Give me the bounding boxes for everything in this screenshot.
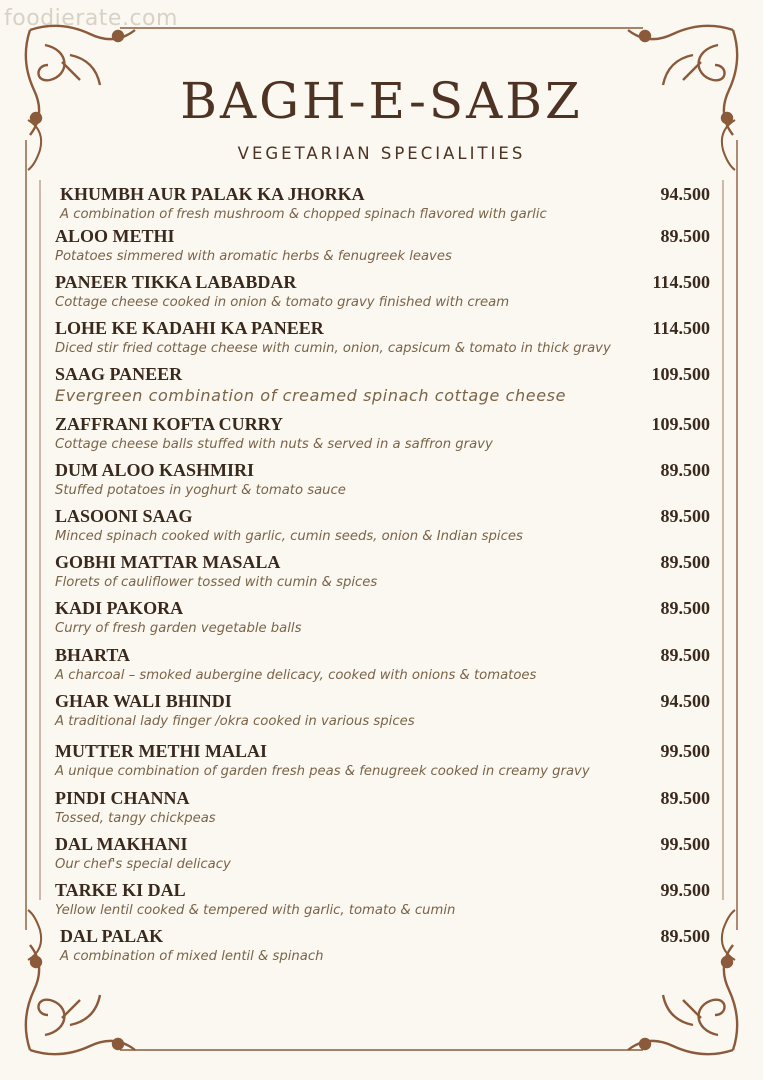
menu-item-price: 109.500 <box>651 364 710 384</box>
menu-item-name: SAAG PANEER <box>55 364 183 384</box>
menu-item-price: 89.500 <box>660 598 710 618</box>
menu-item-description: Tossed, tangy chickpeas <box>55 811 216 826</box>
menu-item-name: KADI PAKORA <box>55 598 184 618</box>
menu-item-description: Evergreen combination of creamed spinach cottage cheese <box>55 386 567 405</box>
menu-item-description: Stuffed potatoes in yoghurt & tomato sauce <box>55 483 346 498</box>
menu-item <box>55 833 710 873</box>
menu-item-name: BHARTA <box>55 645 131 665</box>
menu-item-description: A combination of mixed lentil & spinach <box>60 949 324 964</box>
menu-item-price: 99.500 <box>660 880 710 900</box>
menu-item <box>55 363 710 406</box>
menu-item <box>55 644 710 684</box>
menu-item-name: TARKE KI DAL <box>55 880 186 900</box>
menu-item-name: KHUMBH AUR PALAK KA JHORKA <box>60 184 365 204</box>
menu-item <box>55 551 710 591</box>
menu-item-price: 99.500 <box>660 741 710 761</box>
menu-item-description: A unique combination of garden fresh peas & fenugreek cooked in creamy gravy <box>55 764 590 779</box>
menu-item-name: GOBHI MATTAR MASALA <box>55 552 281 572</box>
menu-item-name: PINDI CHANNA <box>55 788 190 808</box>
menu-item <box>55 271 710 311</box>
menu-item <box>55 413 710 453</box>
menu-item-description: A combination of fresh mushroom & chopped spinach flavored with garlic <box>60 207 547 222</box>
menu-item <box>55 690 710 730</box>
menu-item-description: Curry of fresh garden vegetable balls <box>55 621 302 636</box>
menu-item-price: 114.500 <box>652 318 710 338</box>
menu-item-price: 89.500 <box>660 460 710 480</box>
menu-item-price: 89.500 <box>660 926 710 946</box>
menu-item-price: 89.500 <box>660 506 710 526</box>
menu-item-name: ZAFFRANI KOFTA CURRY <box>55 414 284 434</box>
menu-item-name: DUM ALOO KASHMIRI <box>55 460 255 480</box>
menu-item <box>55 879 710 919</box>
menu-item-description: Our chef's special delicacy <box>55 857 231 872</box>
menu-item-description: Diced stir fried cottage cheese with cumin, onion, capsicum & tomato in thick gravy <box>55 341 611 356</box>
menu-item-description: Potatoes simmered with aromatic herbs & fenugreek leaves <box>55 249 452 264</box>
menu-item-name: DAL MAKHANI <box>55 834 188 854</box>
menu-item-name: MUTTER METHI MALAI <box>55 741 268 761</box>
menu-item-description: Cottage cheese cooked in onion & tomato gravy finished with cream <box>55 295 510 310</box>
menu-item <box>55 787 710 827</box>
watermark: foodierate.com <box>4 6 178 31</box>
menu-item <box>55 597 710 637</box>
menu-item <box>60 183 710 223</box>
menu-item <box>60 925 710 965</box>
menu-item-price: 89.500 <box>660 788 710 808</box>
menu-item-name: DAL PALAK <box>60 926 164 946</box>
menu-item-price: 94.500 <box>660 691 710 711</box>
menu-item-price: 89.500 <box>660 226 710 246</box>
menu-item-description: A traditional lady finger /okra cooked in various spices <box>55 714 415 729</box>
menu-item-description: Cottage cheese balls stuffed with nuts & served in a saffron gravy <box>55 437 493 452</box>
menu-item-description: A charcoal – smoked aubergine delicacy, cooked with onions & tomatoes <box>55 668 537 683</box>
menu-item <box>55 317 710 357</box>
menu-item-price: 89.500 <box>660 645 710 665</box>
menu-item-name: PANEER TIKKA LABABDAR <box>55 272 297 292</box>
menu-item <box>55 740 710 780</box>
menu-item <box>55 505 710 545</box>
menu-item-description: Florets of cauliflower tossed with cumin & spices <box>55 575 378 590</box>
menu-item <box>55 225 710 265</box>
menu-item-price: 114.500 <box>652 272 710 292</box>
menu-item-name: GHAR WALI BHINDI <box>55 691 232 711</box>
page-subtitle: VEGETARIAN SPECIALITIES <box>237 144 526 163</box>
page-title: BAGH-E-SABZ <box>180 72 583 130</box>
menu-item <box>55 459 710 499</box>
menu-item-price: 89.500 <box>660 552 710 572</box>
menu-item-price: 99.500 <box>660 834 710 854</box>
menu-item-description: Minced spinach cooked with garlic, cumin seeds, onion & Indian spices <box>55 529 523 544</box>
menu-item-price: 94.500 <box>660 184 710 204</box>
menu-item-name: LOHE KE KADAHI KA PANEER <box>55 318 324 338</box>
menu-item-price: 109.500 <box>651 414 710 434</box>
menu-item-name: ALOO METHI <box>55 226 175 246</box>
menu-item-name: LASOONI SAAG <box>55 506 193 526</box>
menu-item-description: Yellow lentil cooked & tempered with garlic, tomato & cumin <box>55 903 456 918</box>
